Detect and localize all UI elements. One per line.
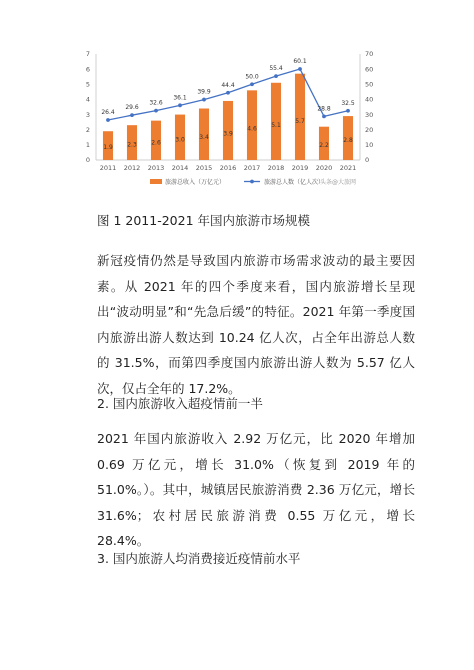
line-point — [154, 109, 158, 113]
chart-svg — [68, 46, 390, 196]
figure-caption: 图 1 2011-2021 年国内旅游市场规模 — [97, 213, 311, 228]
heading-3: 3. 国内旅游人均消费接近疫情前水平 — [97, 551, 301, 566]
left-tick-label: 6 — [85, 65, 90, 74]
line-point — [178, 103, 182, 107]
line-point — [346, 109, 350, 113]
line-point — [298, 67, 302, 71]
bar-data-label: 1.9 — [103, 144, 113, 152]
line-point — [202, 98, 206, 102]
right-tick-label: 0 — [365, 156, 370, 165]
line-point — [226, 91, 230, 95]
heading-2: 2. 国内旅游收入超疫情前一半 — [97, 396, 263, 411]
watermark: 头条@大旅网 — [320, 179, 357, 186]
legend-line-marker — [250, 180, 254, 184]
right-tick-label: 70 — [365, 50, 374, 59]
left-tick-label: 5 — [85, 80, 90, 89]
x-tick-label: 2015 — [195, 164, 213, 172]
bar-data-label: 4.6 — [247, 125, 257, 133]
bar — [295, 74, 305, 160]
line-data-label: 32.5 — [341, 99, 355, 107]
bar-data-label: 2.3 — [127, 141, 137, 149]
x-tick-label: 2017 — [243, 164, 261, 172]
line-point — [274, 74, 278, 78]
paragraph-2: 2021 年国内旅游收入 2.92 万亿元，比 2020 年增加 0.69 万亿元，增长 31.0%（恢复到 2019 年的 51.0%。）。其中，城镇居民旅游消费 2.36 万亿元，增长 31.6%；农村居民旅游消费 0.55 万亿元，增长 28.4%。 — [97, 431, 415, 548]
left-tick-label: 0 — [85, 156, 90, 165]
right-tick-label: 30 — [365, 110, 374, 119]
tourism-chart — [68, 46, 390, 196]
left-tick-label: 7 — [85, 50, 90, 59]
bar-data-label: 5.7 — [295, 118, 305, 126]
line-point — [130, 113, 134, 117]
x-tick-label: 2020 — [315, 164, 333, 172]
line-point — [250, 82, 254, 86]
x-tick-label: 2012 — [123, 164, 141, 172]
right-tick-label: 20 — [365, 125, 374, 134]
bar-data-label: 3.4 — [199, 133, 209, 141]
legend-bar-swatch — [150, 179, 162, 184]
right-tick-label: 40 — [365, 95, 374, 104]
bar-data-label: 3.0 — [175, 136, 185, 144]
line-point — [106, 118, 110, 122]
left-tick-label: 3 — [85, 110, 90, 119]
line-data-label: 26.4 — [101, 109, 115, 117]
line-data-label: 44.4 — [221, 81, 235, 89]
x-tick-label: 2013 — [147, 164, 165, 172]
bar-data-label: 3.9 — [223, 130, 233, 138]
right-tick-label: 60 — [365, 65, 374, 74]
line-data-label: 32.6 — [149, 99, 163, 107]
line-data-label: 36.1 — [173, 94, 187, 102]
line-data-label: 50.0 — [245, 73, 259, 81]
bar-data-label: 2.6 — [151, 139, 161, 147]
x-tick-label: 2016 — [219, 164, 237, 172]
legend-line-label: 旅游总人数（亿人次） — [264, 179, 325, 186]
line-data-label: 39.9 — [197, 88, 211, 96]
left-tick-label: 2 — [85, 125, 90, 134]
x-tick-label: 2019 — [291, 164, 309, 172]
x-tick-label: 2021 — [339, 164, 357, 172]
bar-data-label: 5.1 — [271, 122, 281, 130]
line-data-label: 60.1 — [293, 57, 307, 65]
line-point — [322, 114, 326, 118]
bar-data-label: 2.8 — [343, 137, 353, 145]
left-tick-label: 4 — [85, 95, 90, 104]
line-data-label: 55.4 — [269, 65, 283, 73]
left-tick-label: 1 — [85, 141, 90, 150]
x-tick-label: 2011 — [99, 164, 117, 172]
bar-data-label: 2.2 — [319, 142, 329, 150]
legend-bar-label: 旅游总收入（万亿元） — [165, 179, 226, 186]
line-data-label: 29.6 — [125, 104, 139, 112]
right-tick-label: 10 — [365, 141, 374, 150]
line-data-label: 28.8 — [317, 105, 331, 113]
paragraph-1: 新冠疫情仍然是导致国内旅游市场需求波动的最主要因素。从 2021 年的四个季度来看，国内旅游增长呈现出“波动明显”和“先急后缓”的特征。2021 年第一季度国内旅游出游人数达到 10.24 亿人次，占全年出游总人数的 31.5%，而第四季度国内旅游出游人数为 5.57 亿人次，仅占全年的 17.2%。 — [97, 253, 415, 396]
right-tick-label: 50 — [365, 80, 374, 89]
x-tick-label: 2018 — [267, 164, 285, 172]
x-tick-label: 2014 — [171, 164, 189, 172]
